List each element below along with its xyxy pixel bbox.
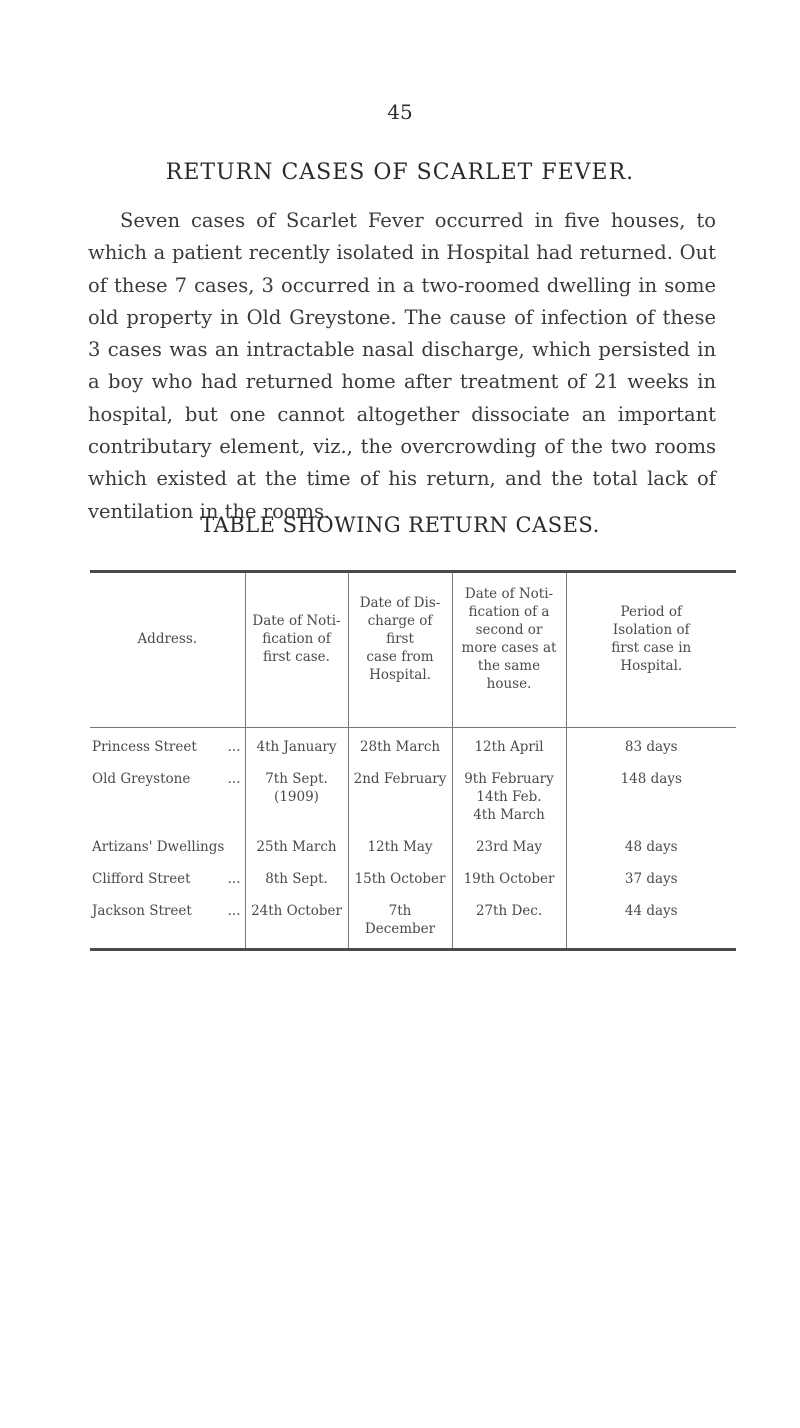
address-text: Artizans' Dwellings [92, 839, 225, 855]
cell-isolation-period [566, 760, 736, 828]
cell-second-notification [452, 892, 566, 948]
discharge-text: 2nd February [353, 771, 447, 787]
cell-isolation-period [566, 892, 736, 948]
discharge-text: 28th March [359, 739, 441, 755]
section-title: RETURN CASES OF SCARLET FEVER. [165, 160, 635, 185]
second-notification-text: 23rd May [475, 839, 543, 855]
return-cases-table [90, 570, 736, 951]
first-notification-text: 8th Sept. [265, 871, 328, 887]
cell-address [90, 760, 245, 828]
cell-first-notification [245, 892, 348, 948]
address-text: Clifford Street [92, 871, 191, 887]
column-header-isolation-period: Period of Isolation of first case in Hospital. [566, 573, 736, 728]
discharge-text: 15th October [354, 871, 446, 887]
second-notification-text: 27th Dec. [475, 903, 543, 919]
column-header-address: Address. [90, 573, 245, 728]
cell-first-notification [245, 728, 348, 761]
first-notification-text: 24th October [251, 903, 342, 919]
cell-second-notification [452, 760, 566, 828]
cell-address [90, 728, 245, 761]
cell-address [90, 860, 245, 892]
second-notification-text: 12th April [474, 739, 544, 755]
cell-discharge [348, 860, 452, 892]
table-title: TABLE SHOWING RETURN CASES. [200, 513, 600, 537]
address-text: Princess Street [92, 739, 197, 755]
discharge-text: 7th December [364, 903, 436, 937]
cell-isolation-period [566, 728, 736, 761]
cell-first-notification [245, 828, 348, 860]
address-leader: ... [227, 871, 241, 887]
cell-second-notification [452, 828, 566, 860]
address-text: Jackson Street [92, 903, 192, 919]
second-notification-text: 9th February 14th Feb. 4th March [464, 771, 554, 823]
cell-first-notification [245, 860, 348, 892]
isolation-period-text: 48 days [624, 839, 678, 855]
cell-discharge [348, 728, 452, 761]
first-notification-text: 4th January [256, 739, 337, 755]
table-row [90, 860, 736, 892]
table-bottom-rule [90, 948, 736, 951]
cell-second-notification [452, 860, 566, 892]
cell-isolation-period [566, 860, 736, 892]
page-number: 45 [387, 100, 413, 124]
cell-discharge [348, 892, 452, 948]
isolation-period-text: 148 days [620, 771, 682, 787]
address-leader: ... [227, 903, 241, 919]
column-header-first-notification: Date of Noti- fication of first case. [245, 573, 348, 728]
address-leader: ... [227, 771, 241, 787]
table-row [90, 760, 736, 828]
body-text [88, 205, 716, 528]
cell-isolation-period [566, 828, 736, 860]
cell-second-notification [452, 728, 566, 761]
address-text: Old Greystone [92, 771, 191, 787]
cell-discharge [348, 760, 452, 828]
table-row [90, 892, 736, 948]
address-leader: ... [227, 739, 241, 755]
table-row [90, 828, 736, 860]
body-paragraph: Seven cases of Scarlet Fever occurred in five houses, to which a patient recently isolated in Hospital had returned. Out of these 7 cases, 3 occurred in a two-roomed dwelling in some old property in Old Greystone. The cause of infection of these 3 cases was an intractable nasal discharge, which persisted in a boy who had returned home after treatment of 21 weeks in hospital, but one cannot altogether dissociate an important contributary element, viz., the overcrowding of the two rooms which existed at the time of his return, and the total lack of ventilation in the rooms. [88, 209, 716, 523]
isolation-period-text: 83 days [624, 739, 678, 755]
isolation-period-text: 44 days [624, 903, 678, 919]
table-row [90, 728, 736, 761]
first-notification-text: 25th March [256, 839, 337, 855]
isolation-period-text: 37 days [624, 871, 678, 887]
first-notification-text: 7th Sept. (1909) [265, 771, 328, 805]
return-cases-grid [90, 573, 736, 948]
cell-discharge [348, 828, 452, 860]
second-notification-text: 19th October [463, 871, 555, 887]
cell-address [90, 828, 245, 860]
column-header-discharge: Date of Dis- charge of first case from Hospital. [348, 573, 452, 728]
cell-first-notification [245, 760, 348, 828]
discharge-text: 12th May [367, 839, 433, 855]
column-header-second-notification: Date of Noti- fication of a second or more cases at the same house. [452, 573, 566, 728]
cell-address [90, 892, 245, 948]
table-header-row [90, 573, 736, 728]
